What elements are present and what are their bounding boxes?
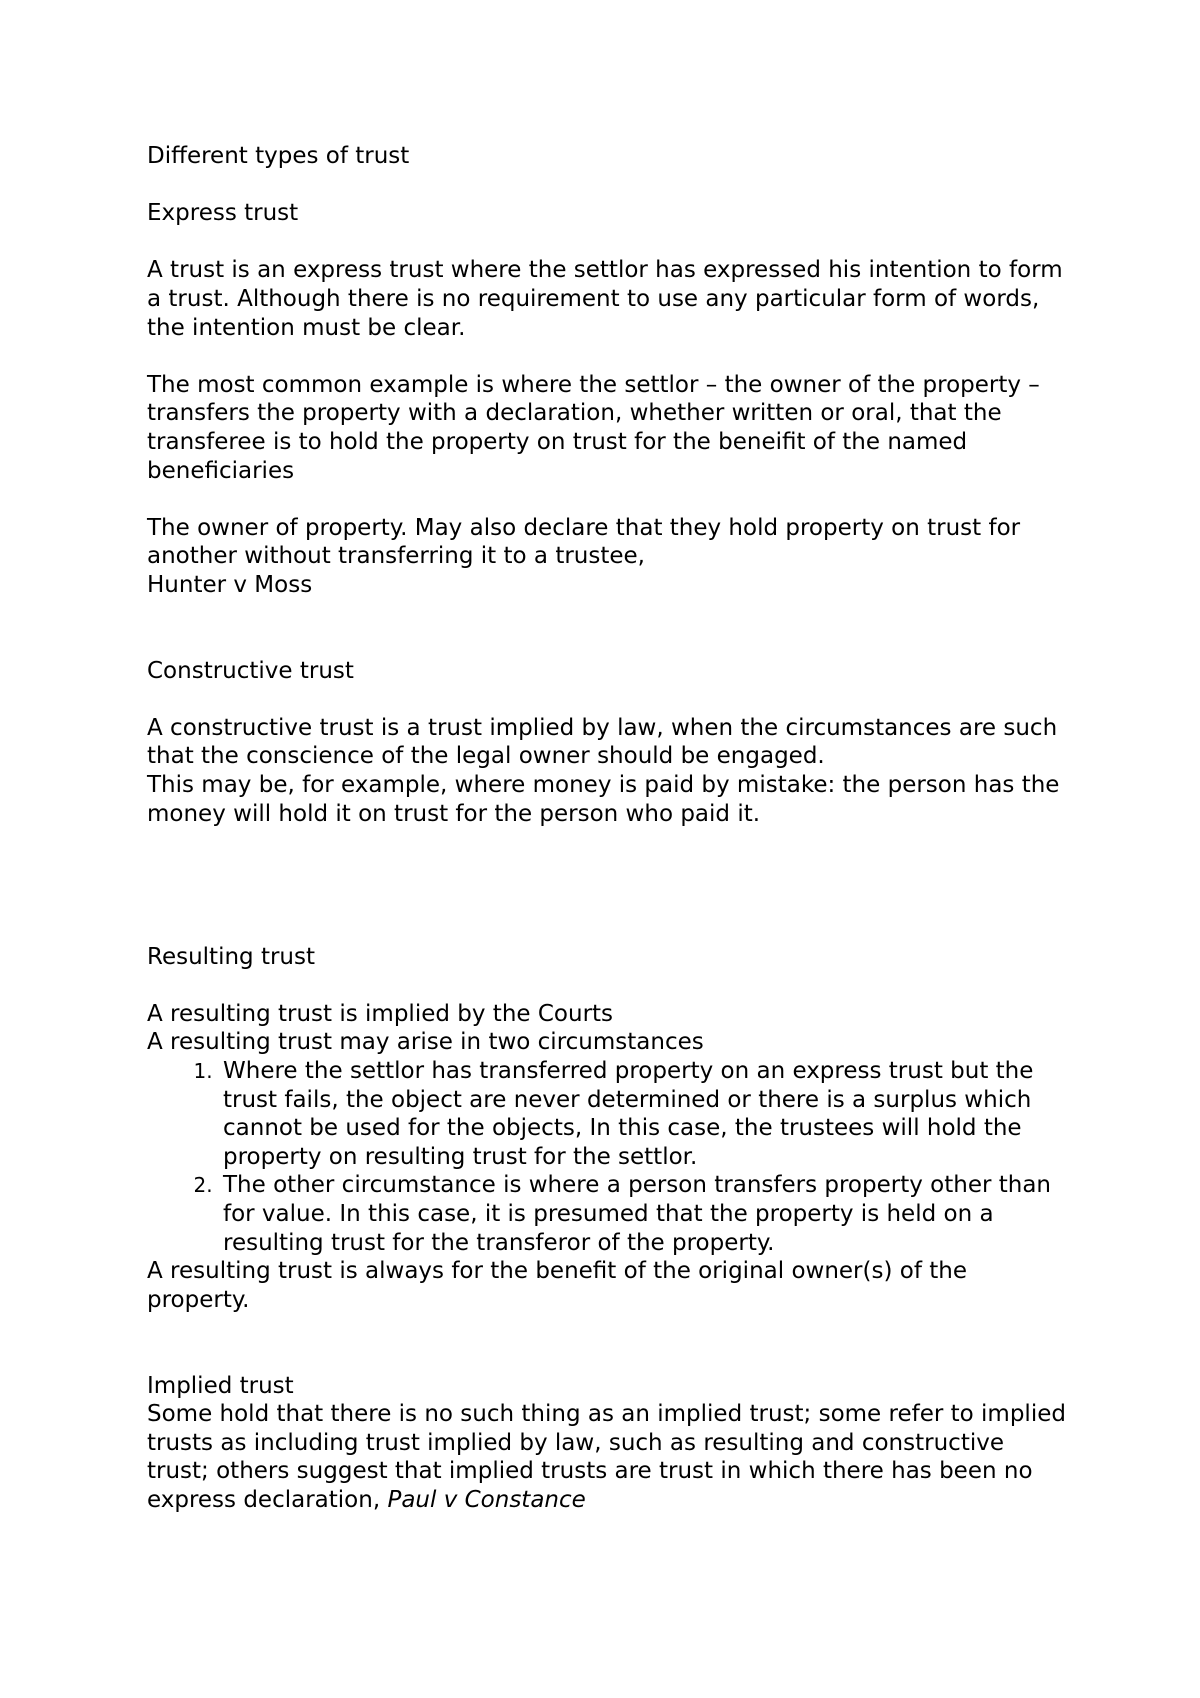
resulting-trust-circumstances-list [147, 1057, 1067, 1257]
resulting-trust-paragraph-1: A resulting trust is implied by the Courts [147, 1000, 614, 1027]
implied-trust-text: Some hold that there is no such thing as an implied trust; some refer to implied trusts as including trust implied by law, such as resulting and constructive trust; others suggest that implied trusts are trust in which there has been no express declaration, [147, 1401, 1066, 1513]
express-trust-paragraph-3: The owner of property. May also declare that they hold property on trust for another without transferring it to a trustee, [147, 514, 1021, 570]
constructive-trust-heading: Constructive trust [147, 657, 354, 684]
document-body [147, 142, 1067, 1515]
express-trust-paragraph-2: The most common example is where the settlor – the owner of the property – transfers the property with a declaration, whether written or oral, that the transferee is to hold the property on trust for the beneifit of the named beneficiaries [147, 371, 1040, 484]
resulting-trust-paragraph-3: A resulting trust is always for the benefit of the original owner(s) of the property. [147, 1258, 967, 1313]
express-trust-paragraph-1: A trust is an express trust where the settlor has expressed his intention to form a trust. Although there is no requirement to use any particular form of words, the intention must be clear. [147, 257, 1063, 341]
constructive-trust-paragraph-2: This may be, for example, where money is paid by mistake: the person has the money will hold it on trust for the person who paid it. [147, 772, 1060, 827]
resulting-trust-paragraph-2: A resulting trust may arise in two circumstances [147, 1029, 704, 1056]
list-item: 2. The other circumstance is where a person transfers property other than for value. In this case, it is presumed that the property is held on a resulting trust for the transferor of the property. [219, 1171, 1067, 1257]
resulting-trust-heading: Resulting trust [147, 943, 315, 970]
case-citation-paul-v-constance: Paul v Constance [387, 1486, 586, 1513]
list-item: 1. Where the settlor has transferred property on an express trust but the trust fails, the object are never determined or there is a surplus which cannot be used for the objects, In this case, the trustees will hold the property on resulting trust for the settlor. [219, 1057, 1067, 1171]
implied-trust-heading: Implied trust [147, 1372, 294, 1399]
express-trust-heading: Express trust [147, 200, 299, 227]
document-title: Different types of trust [147, 143, 410, 169]
case-citation-hunter-v-moss: Hunter v Moss [147, 571, 313, 598]
constructive-trust-paragraph-1: A constructive trust is a trust implied by law, when the circumstances are such that the conscience of the legal owner should be engaged. [147, 714, 1058, 770]
implied-trust-paragraph [147, 1400, 1067, 1514]
